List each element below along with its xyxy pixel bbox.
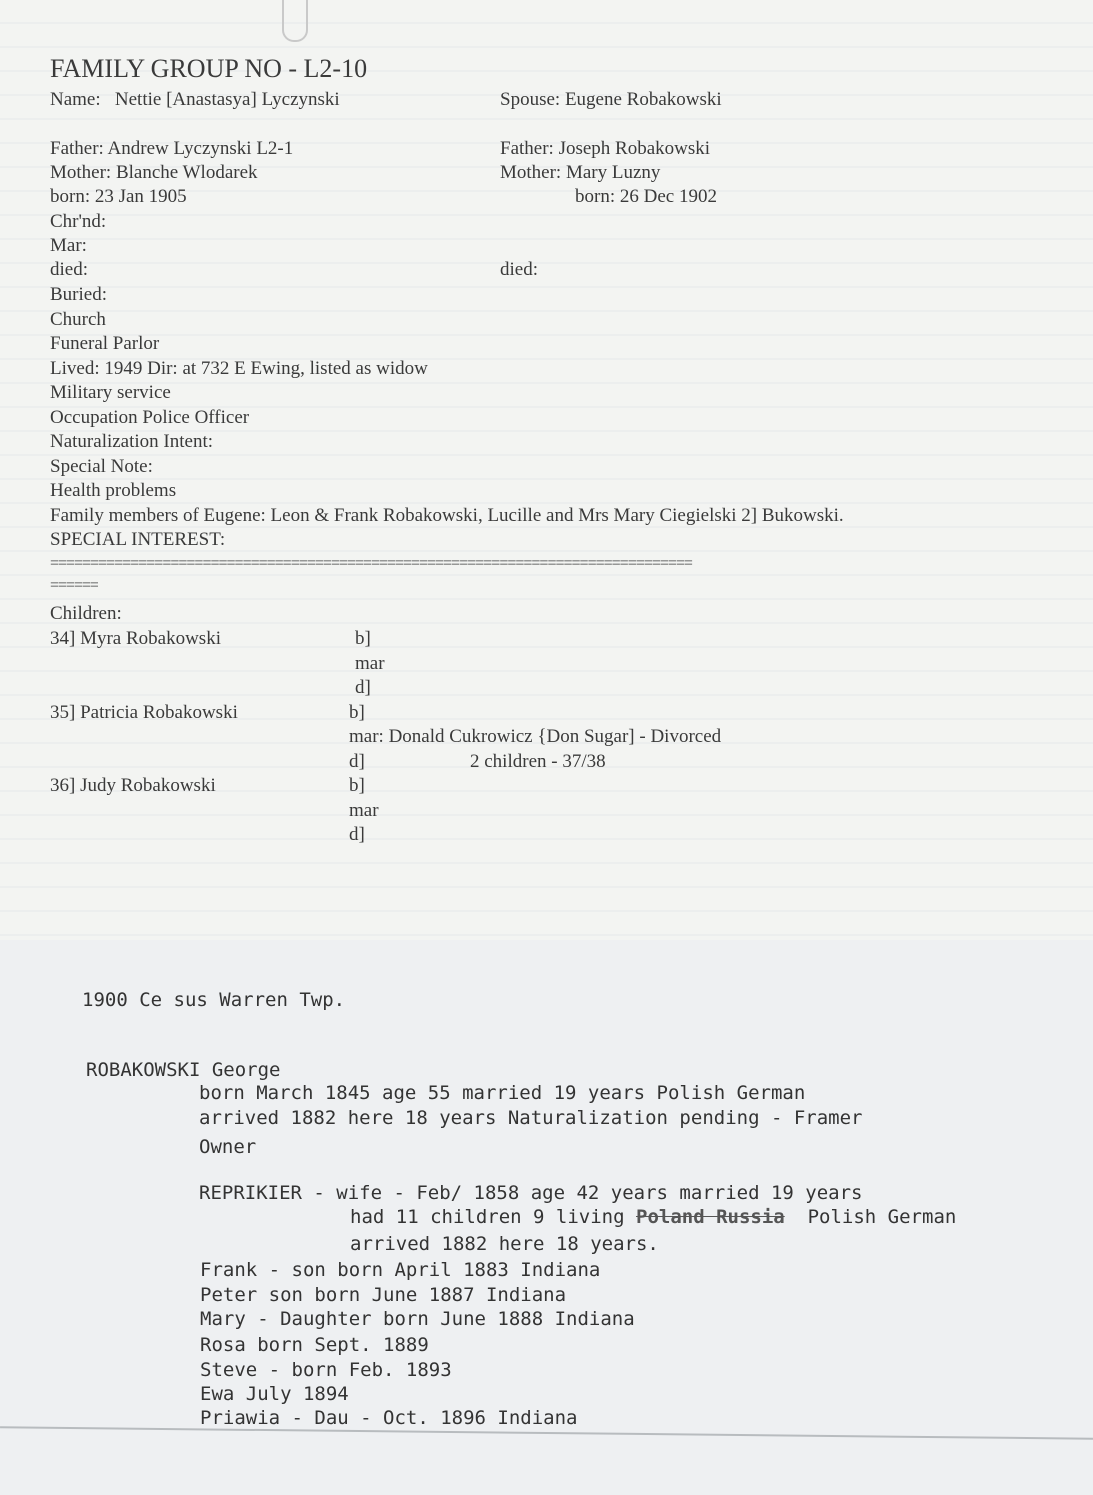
- child-married: mar: [355, 653, 385, 674]
- spouse-born-field: born: 26 Dec 1902: [575, 186, 717, 207]
- child-note: 2 children - 37/38: [470, 751, 606, 772]
- christened-field: Chr'nd:: [50, 211, 107, 232]
- spouse-field: [500, 89, 722, 111]
- census-wife-line: arrived 1882 here 18 years.: [350, 1233, 659, 1255]
- married-field: Mar:: [50, 235, 87, 256]
- census-wife-line: [350, 1206, 956, 1228]
- father-field: Father: Andrew Lyczynski L2-1: [50, 138, 294, 159]
- census-member: Steve - born Feb. 1893: [200, 1359, 452, 1381]
- census-wife-children: had 11 children 9 living: [350, 1206, 625, 1228]
- child-name: 35] Patricia Robakowski: [50, 702, 238, 723]
- children-label: Children:: [50, 603, 122, 624]
- census-wife-line: REPRIKIER - wife - Feb/ 1858 age 42 years married 19 years: [199, 1182, 863, 1204]
- church-field: Church: [50, 309, 106, 330]
- census-member: Mary - Daughter born June 1888 Indiana: [200, 1308, 635, 1330]
- census-head-of-household: ROBAKOWSKI George: [86, 1059, 281, 1081]
- spouse-label: Spouse:: [500, 89, 561, 110]
- census-member: Rosa born Sept. 1889: [200, 1334, 429, 1356]
- health-problems-field: Health problems: [50, 480, 177, 501]
- lived-field: Lived: 1949 Dir: at 732 E Ewing, listed as widow: [50, 358, 428, 379]
- child-died: d]: [349, 824, 365, 845]
- name-label: Name:: [50, 89, 101, 110]
- census-head-line: arrived 1882 here 18 years Naturalization pending - Framer: [199, 1107, 863, 1129]
- buried-field: Buried:: [50, 284, 107, 305]
- naturalization-field: Naturalization Intent:: [50, 431, 214, 452]
- child-name: 36] Judy Robakowski: [50, 775, 216, 796]
- child-died: d]: [349, 751, 365, 772]
- special-note-field: Special Note:: [50, 456, 153, 477]
- census-head-line: Owner: [199, 1136, 257, 1158]
- binder-clip-mark: [282, 0, 308, 42]
- born-field: born: 23 Jan 1905: [50, 186, 187, 207]
- child-died: d]: [355, 677, 371, 698]
- family-members-field: Family members of Eugene: Leon & Frank Robakowski, Lucille and Mrs Mary Ciegielski 2] Bukowski.: [50, 505, 844, 526]
- census-struck-text: Poland Russia: [636, 1206, 785, 1228]
- page-title: FAMILY GROUP NO - L2-10: [50, 54, 368, 83]
- occupation-field: Occupation Police Officer: [50, 407, 250, 428]
- name-field: [50, 89, 340, 111]
- mother-field: Mother: Blanche Wlodarek: [50, 162, 258, 183]
- died-field: died:: [50, 259, 88, 280]
- child-married: mar: [349, 800, 379, 821]
- name-value: Nettie [Anastasya] Lyczynski: [114, 89, 340, 110]
- child-married: mar: Donald Cukrowicz {Don Sugar] - Divorced: [349, 726, 722, 747]
- separator-line-short: ======: [50, 577, 99, 594]
- special-interest-field: SPECIAL INTEREST:: [50, 529, 226, 550]
- military-service-field: Military service: [50, 382, 171, 403]
- census-member: Frank - son born April 1883 Indiana: [200, 1259, 601, 1281]
- child-born: b]: [349, 702, 365, 723]
- child-name: 34] Myra Robakowski: [50, 628, 221, 649]
- spouse-mother-field: Mother: Mary Luzny: [500, 162, 661, 183]
- census-wife-origin: Polish German: [807, 1206, 957, 1228]
- spouse-value: Eugene Robakowski: [564, 89, 722, 110]
- census-member: Priawia - Dau - Oct. 1896 Indiana: [200, 1407, 578, 1429]
- census-member: Ewa July 1894: [200, 1383, 349, 1405]
- census-member: Peter son born June 1887 Indiana: [200, 1284, 567, 1306]
- separator-line: ================================================================================: [50, 555, 692, 572]
- child-born: b]: [355, 628, 371, 649]
- funeral-parlor-field: Funeral Parlor: [50, 333, 160, 354]
- spouse-father-field: Father: Joseph Robakowski: [500, 138, 711, 159]
- census-head-line: born March 1845 age 55 married 19 years Polish German: [199, 1082, 806, 1104]
- census-heading: 1900 Ce sus Warren Twp.: [82, 989, 346, 1011]
- spouse-died-field: died:: [500, 259, 538, 280]
- child-born: b]: [349, 775, 365, 796]
